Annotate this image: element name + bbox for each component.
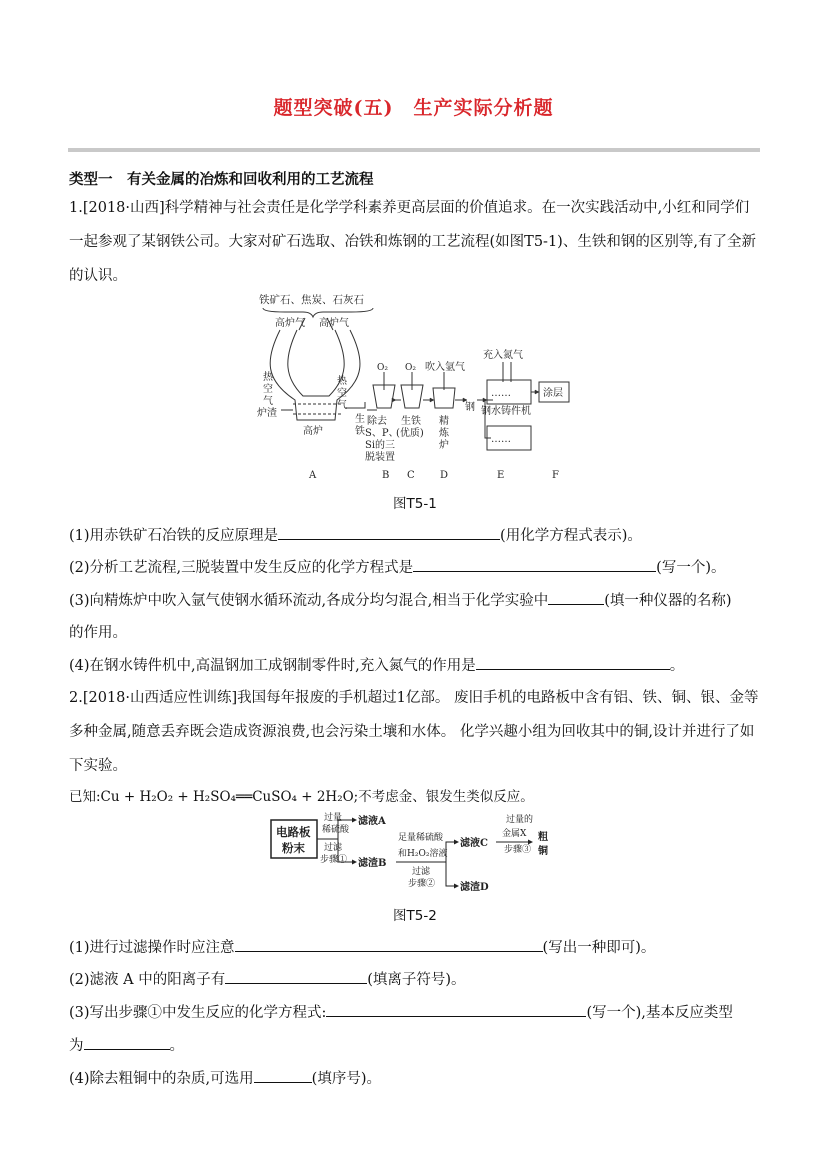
fig1-b-desc-2: S、P、 [365,428,399,439]
fig1-letter-a: A [309,470,317,481]
fig1-b-desc-3: Si的三 [365,440,396,451]
fig1-furnace: 高炉 [303,426,323,437]
q1-sub3-blank[interactable] [548,590,604,605]
q1-sub1-hint: (用化学方程式表示)。 [500,528,642,544]
figure-2-caption: 图T5-2 [393,908,437,924]
fig2-box-1: 电路板 [276,825,311,839]
fig1-b-desc-4: 脱装置 [365,452,395,463]
q2-sub3-end: 。 [169,1038,184,1054]
fig1-slag: 炉渣 [257,408,277,419]
fig1-letter-c: C [407,470,415,481]
q2-sub3-text: (3)写出步骤①中发生反应的化学方程式: [69,1005,327,1021]
q2-known: 已知:Cu + H₂O₂ + H₂SO₄══CuSO₄ + 2H₂O;不考虑金、银发生类似反应。 [69,789,534,805]
q1-sub1 [69,524,642,545]
q1-sub3-hint: (填一种仪器的名称) [604,593,732,609]
fig2-step3-top-1: 过量的 [506,815,534,825]
fig1-d-desc-3: 炉 [439,440,449,451]
q1-sub4-end: 。 [669,658,685,674]
q2-sub4 [69,1067,381,1088]
fig1-dots-bottom: …… [491,434,511,445]
fig2-step1-bot-2: 步骤① [320,855,348,865]
fig1-letter-f: F [552,470,559,481]
fig2-step2-top-1: 足量稀硫酸 [398,833,444,843]
fig1-coating: 涂层 [543,388,563,399]
fig1-hot-air-right-3: 气 [337,400,347,411]
fig1-hot-air-left-3: 气 [263,396,273,407]
q1-sub4-text: (4)在钢水铸件机中,高温钢加工成钢制零件时,充入氮气的作用是 [69,658,476,674]
fig1-hot-air-left-2: 空 [263,384,273,395]
q2-sub2-blank[interactable] [225,969,367,984]
q2-sub1-hint: (写出一种即可)。 [542,940,656,956]
q2-sub3-cont-text: 为 [69,1038,84,1054]
fig2-crude-cu-1: 粗 [538,832,548,843]
q2-sub3-hint: (写一个),基本反应类型 [586,1005,733,1021]
section-heading: 类型一 有关金属的冶炼和回收利用的工艺流程 [69,171,374,188]
figure-1-caption: 图T5-1 [393,496,437,512]
q1-sub3 [69,589,732,610]
fig1-d-desc-2: 炼 [439,428,449,439]
fig2-step3-bot: 步骤③ [504,845,532,855]
q1-sub2-blank[interactable] [413,557,656,572]
fig1-letter-d: D [440,470,449,481]
q2-sub1 [69,936,655,957]
q2-sub3 [69,1001,733,1022]
fig2-residue-d: 滤渣D [460,882,489,893]
q1-sub3-cont: 的作用。 [69,625,127,641]
q1-sub1-text: (1)用赤铁矿石冶铁的反应原理是 [69,528,279,544]
fig2-filtrate-c: 滤液C [460,838,488,849]
q2-sub3-blank[interactable] [326,1002,586,1017]
fig2-step2-bot-1: 过滤 [412,867,431,877]
fig2-step2-top-2: 和H₂O₂溶液 [398,849,448,859]
fig1-o2-b: O₂ [377,363,388,373]
q2-sub1-blank[interactable] [235,937,543,952]
q2-sub2-hint: (填离子符号)。 [367,972,466,988]
fig1-hot-air-right-2: 空 [337,388,347,399]
fig2-step1-bot-1: 过滤 [324,843,343,853]
q2-sub3-cont [69,1034,184,1055]
fig2-box-2: 粉末 [282,841,305,855]
fig1-nitrogen: 充入氮气 [483,350,523,361]
fig1-pig-iron-1: 生 [355,414,365,425]
q1-sub4-blank[interactable] [476,655,670,670]
q1-sub2-hint: (写一个)。 [656,560,726,576]
fig1-pig-iron-2: 铁 [355,426,365,437]
fig1-letter-b: B [382,470,390,481]
q2-sub1-text: (1)进行过滤操作时应注意 [69,940,235,956]
fig2-step1-top-1: 过量 [324,813,343,823]
fig2-filtrate-a: 滤液A [358,816,386,827]
fig1-letter-e: E [497,470,505,481]
q2-sub4-text: (4)除去粗铜中的杂质,可选用 [69,1071,254,1087]
fig1-d-desc-1: 精 [439,416,449,427]
q2-sub4-hint: (填序号)。 [311,1071,381,1087]
fig2-crude-cu-2: 铜 [538,846,548,857]
fig1-gas-right: 高炉气 [319,318,349,329]
fig1-o2-c: O₂ [405,363,416,373]
q1-sub4 [69,654,684,675]
fig2-step1-top-2: 稀硫酸 [322,825,350,835]
fig1-hot-air-left-1: 热 [263,372,273,383]
fig1-dots-top: …… [491,388,511,399]
q2-sub2-text: (2)滤液 A 中的阳离子有 [69,972,226,988]
figure-t5-1 [255,290,575,485]
fig1-c-desc-2: (优质) [396,428,424,439]
fig1-gas-left: 高炉气 [275,318,305,329]
fig1-c-desc-1: 生铁 [401,416,421,427]
q2-sub3-type-blank[interactable] [84,1035,170,1050]
fig2-residue-b: 滤渣B [358,858,387,869]
fig1-b-desc-1: 除去 [367,416,387,427]
question-1-intro: 1.[2018·山西]科学精神与社会责任是化学学科素养更高层面的价值追求。在一次实践活动中,小红和同学们一起参观了某钢铁公司。大家对矿石选取、冶铁和炼钢的工艺流程(如图T5-1)、生铁和钢的区别等,有了全新的认识。 [69,200,756,284]
q1-sub3-text: (3)向精炼炉中吹入氩气使钢水循环流动,各成分均匀混合,相当于化学实验中 [69,593,549,609]
fig1-caster: 钢水铸件机 [481,406,531,417]
fig1-steel: 钢 [465,402,475,413]
fig1-top-label: 铁矿石、焦炭、石灰石 [259,294,364,306]
q1-sub2-text: (2)分析工艺流程,三脱装置中发生反应的化学方程式是 [69,560,414,576]
q1-sub2 [69,556,725,577]
figure-t5-2 [270,810,570,898]
q2-sub2 [69,968,466,989]
title-divider [68,148,760,152]
page-title: 题型突破(五) 生产实际分析题 [273,97,554,119]
q2-sub4-blank[interactable] [254,1068,312,1083]
q1-sub1-blank[interactable] [278,525,500,540]
fig1-hot-air-right-1: 热 [337,376,347,387]
fig1-argon: 吹入氩气 [425,362,465,373]
fig2-step2-bot-2: 步骤② [408,879,436,889]
fig2-step3-top-2: 金属X [502,829,527,839]
question-2-intro: 2.[2018·山西适应性训练]我国每年报废的手机超过1亿部。 废旧手机的电路板中含有铝、铁、铜、银、金等多种金属,随意丢弃既会造成资源浪费,也会污染土壤和水体。 化学兴趣小组为回收其中的铜,设计并进行了如下实验。 [69,690,759,774]
